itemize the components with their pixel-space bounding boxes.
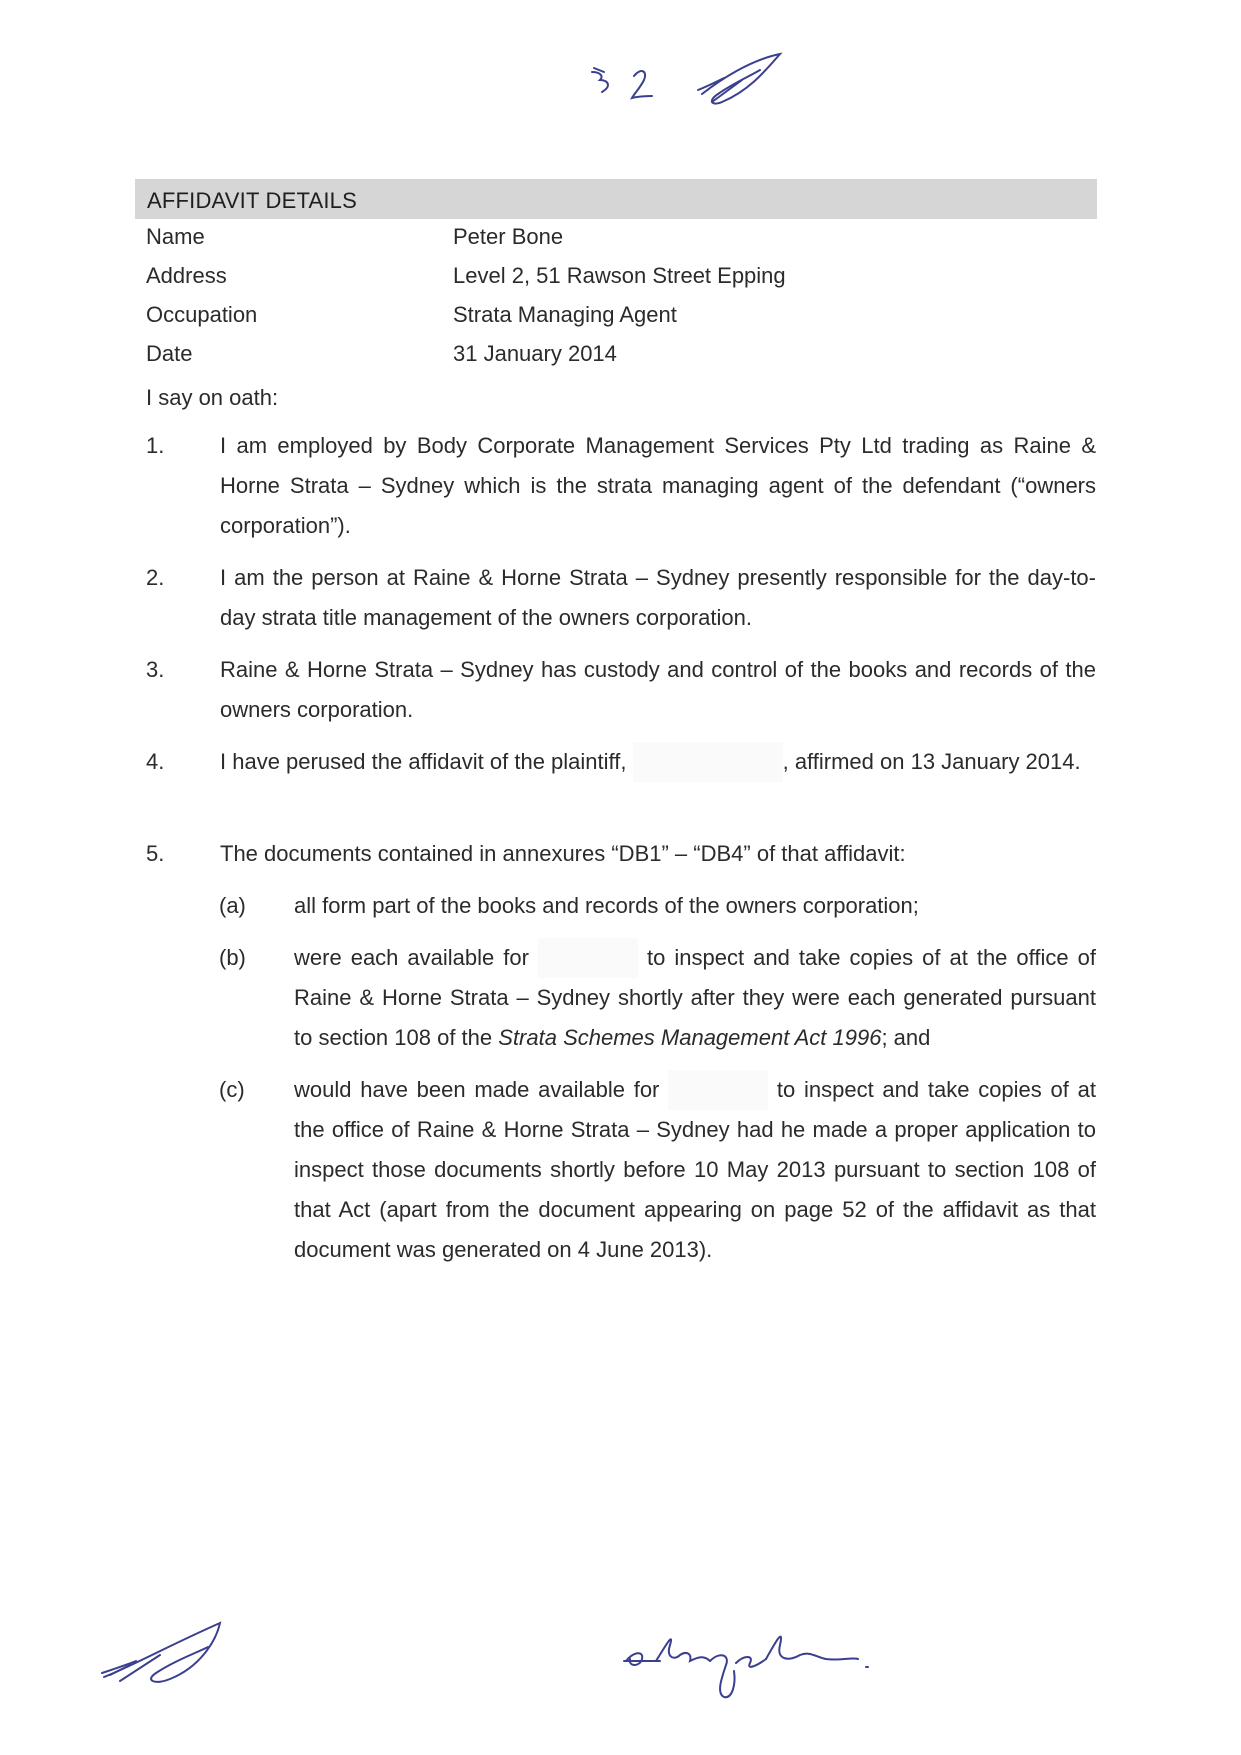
subparagraph-letter: (b) [219,945,246,970]
paragraph-text: Raine & Horne Strata – Sydney has custody and control of the books and records of the owners corporation. [220,657,1096,722]
subparagraph-text-before: were each available for [294,945,529,970]
detail-value: Level 2, 51 Rawson Street Epping [453,263,786,288]
paragraph-text-before: I have perused the affidavit of the plaintiff, [220,749,627,774]
detail-value: 31 January 2014 [453,341,617,366]
act-name: Strata Schemes Management Act 1996 [498,1025,882,1050]
detail-label: Address [146,263,227,288]
subparagraph-text-after: to inspect and take copies of at the office of Raine & Horne Strata – Sydney had he made a proper application to inspect those documents shortly before 10 May 2013 pursuant to section 108 of that Act (apart from the document appearing on page 52 of the affidavit as that document was generated on 4 June 2013). [294,1077,1096,1262]
detail-row-name [146,224,1096,254]
paragraph-text: I am the person at Raine & Horne Strata – Sydney presently responsible for the day-to-day strata title management of the owners corporation. [220,565,1096,630]
deponent-initials-signature [100,1615,240,1690]
subparagraph-text [294,1070,1096,1270]
detail-row-occupation [146,302,1096,332]
witness-signature [620,1615,910,1705]
paragraph-number: 1. [146,433,165,458]
paragraph-number: 5. [146,841,165,866]
subparagraph-text [294,938,1096,1058]
handwritten-page-mark [590,50,810,120]
redacted-name [668,1070,768,1110]
subparagraph-letter: (a) [219,893,246,918]
detail-row-date [146,341,1096,371]
paragraph-number: 3. [146,657,165,682]
redacted-name [538,938,638,978]
subparagraph-text-after: ; and [881,1025,931,1050]
paragraph-text [220,742,1096,782]
paragraph-number: 4. [146,749,165,774]
subparagraph-text-before: would have been made available for [294,1077,660,1102]
paragraph-number: 2. [146,565,165,590]
subparagraph-letter: (c) [219,1077,245,1102]
detail-value: Strata Managing Agent [453,302,677,327]
oath-intro: I say on oath: [146,385,279,410]
subparagraph-text: all form part of the books and records of the owners corporation; [294,893,919,918]
paragraph-text-after: , affirmed on 13 January 2014. [782,749,1081,774]
affidavit-details-title: AFFIDAVIT DETAILS [147,188,357,213]
paragraph-text: I am employed by Body Corporate Management Services Pty Ltd trading as Raine & Horne Strata – Sydney which is the strata managing agent of the defendant (“owners corporation”). [220,433,1096,538]
detail-row-address [146,263,1096,293]
paragraph-text: The documents contained in annexures “DB1” – “DB4” of that affidavit: [220,841,906,866]
redacted-name [633,742,783,782]
detail-label: Occupation [146,302,258,327]
detail-label: Name [146,224,205,249]
detail-value: Peter Bone [453,224,564,249]
affidavit-details-header [135,179,1097,219]
detail-label: Date [146,341,193,366]
subparagraph-text-mid: to inspect and take copies of at the office of Raine & Horne Strata – Sydney shortly after they were each generated pursuant to section 108 of the [294,945,1096,1050]
